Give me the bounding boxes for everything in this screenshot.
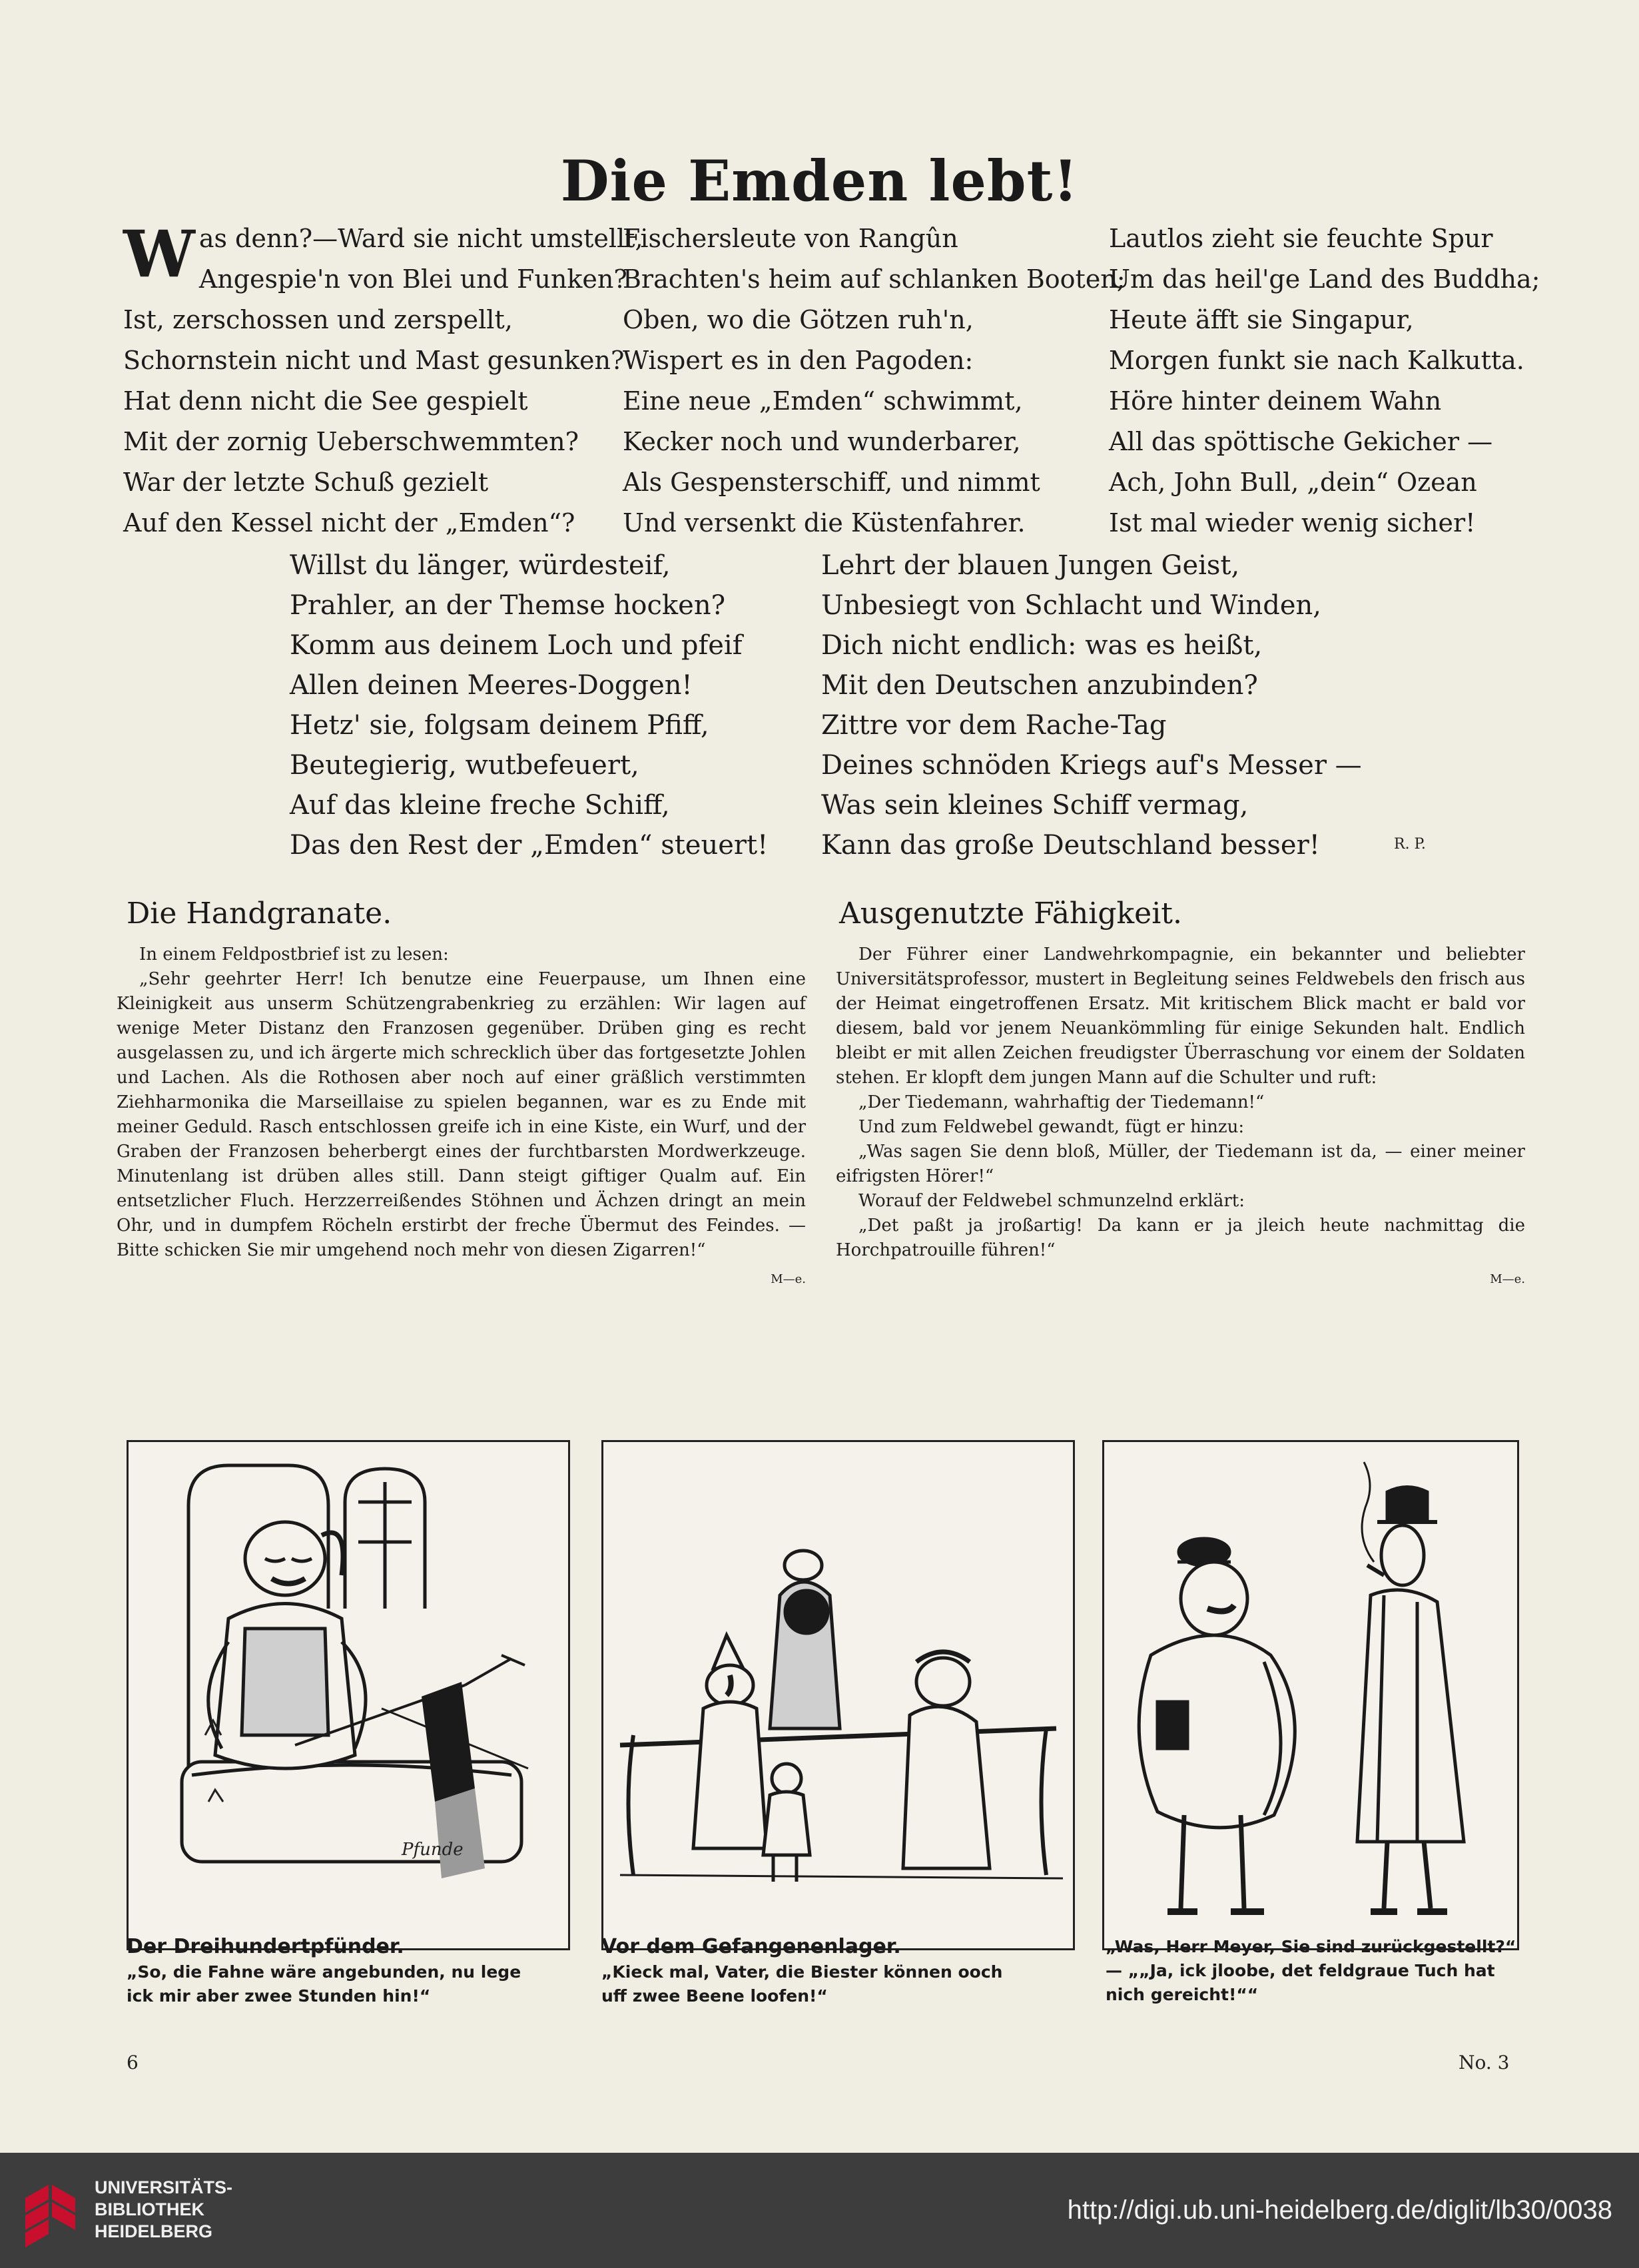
page-title: Die Emden lebt! <box>560 148 1079 214</box>
poem-line: War der letzte Schuß gezielt <box>123 468 489 497</box>
poem-line: Und versenkt die Küstenfahrer. <box>623 508 1026 538</box>
caption-text: „Kieck mal, Vater, die Biester können ooch uff zwee Beene loofen!“ <box>601 1962 1003 2006</box>
source-url-link[interactable]: http://digi.ub.uni-heidelberg.de/diglit/lb30/0038 <box>1067 2195 1612 2225</box>
library-footer <box>0 2153 1639 2268</box>
article-paragraph: „Det paßt ja jroßartig! Da kann er ja jleich heute nachmittag die Horchpatrouille führen!“ <box>836 1216 1525 1260</box>
poem-line: Fischersleute von Rangûn <box>623 224 958 253</box>
article-paragraph: Der Führer einer Landwehrkompagnie, ein bekannter und beliebter Universitätsprofessor, mustert in Begleitung seines Feldwebels den frisch aus der Heimat eingetroffenen Ersatz. Mit kritischem Blick macht er bald vor diesem, bald vor jenem Neuankömmling für einige Sekunden halt. Endlich bleibt er mit allen Zeichen freudigster Überraschung vor einem der Soldaten stehen. Er klopft dem jungen Mann auf die Schulter und ruft: <box>836 945 1525 1088</box>
poem-column-5 <box>821 546 1362 865</box>
poem-line: Mit der zornig Ueberschwemmten? <box>123 427 579 456</box>
cartoon-caption-3 <box>1106 1935 1518 2007</box>
poem-line: Brachten's heim auf schlanken Booten; <box>623 264 1126 294</box>
caption-title: Der Dreihundertpfünder. <box>127 1935 404 1958</box>
cartoon-prison-camp-illustration <box>603 1442 1073 1948</box>
article-body <box>836 943 1525 1292</box>
poem-line: Ach, John Bull, „dein“ Ozean <box>1109 468 1477 497</box>
poem-column-4 <box>290 546 768 865</box>
poem-line: Ist, zerschossen und zerspellt, <box>123 305 513 334</box>
poem-line: Ist mal wieder wenig sicher! <box>1109 508 1476 538</box>
cartoon-panel-1 <box>127 1440 570 1950</box>
cartoon-panel-2 <box>601 1440 1075 1950</box>
cartoon-fat-man-illustration <box>129 1442 568 1948</box>
library-name <box>95 2177 232 2243</box>
article-paragraph: Und zum Feldwebel gewandt, fügt er hinzu: <box>858 1117 1245 1137</box>
poem-line: Komm aus deinem Loch und pfeif <box>290 630 743 661</box>
cartoon-panel-3 <box>1102 1440 1519 1950</box>
poem-column-3 <box>1109 218 1540 544</box>
caption-title: Vor dem Gefangenenlager. <box>601 1935 901 1958</box>
cartoon-caption-1 <box>127 1935 539 2008</box>
poem-line: Heute äfft sie Singapur, <box>1109 305 1414 334</box>
library-name-line: BIBLIOTHEK <box>95 2199 204 2219</box>
poem-line: Hetz' sie, folgsam deinem Pfiff, <box>290 710 709 741</box>
poem-line: Höre hinter deinem Wahn <box>1109 386 1442 416</box>
poem-column-2 <box>623 218 1126 544</box>
article-paragraph: „Der Tiedemann, wahrhaftig der Tiedemann!“ <box>858 1092 1265 1112</box>
article-heading: Ausgenutzte Fähigkeit. <box>839 897 1182 931</box>
poem-line: Auf den Kessel nicht der „Emden“? <box>123 508 575 538</box>
cartoon-caption-2 <box>601 1935 1014 2008</box>
poem-line: Angespie'n von Blei und Funken? <box>198 264 627 294</box>
poem-line: Deines schnöden Kriegs auf's Messer — <box>821 750 1362 781</box>
poem-line: Morgen funkt sie nach Kalkutta. <box>1109 346 1524 375</box>
poem-line: Auf das kleine freche Schiff, <box>290 790 670 821</box>
library-name-line: HEIDELBERG <box>95 2221 213 2241</box>
poem-line: Zittre vor dem Rache-Tag <box>821 710 1167 741</box>
university-library-logo-icon <box>19 2173 85 2247</box>
poem-line: Kann das große Deutschland besser! <box>821 830 1320 861</box>
article-signature: M—e. <box>771 1272 806 1286</box>
poem-line: Um das heil'ge Land des Buddha; <box>1109 264 1540 294</box>
poem-line: Wispert es in den Pagoden: <box>623 346 974 375</box>
poem-line: Prahler, an der Themse hocken? <box>290 590 726 621</box>
poem-line: Unbesiegt von Schlacht und Winden, <box>821 590 1322 621</box>
poem-line: Oben, wo die Götzen ruh'n, <box>623 305 974 334</box>
issue-number: No. 3 <box>1459 2052 1510 2074</box>
poem-line: as denn?—Ward sie nicht umstellt, <box>198 224 643 253</box>
drop-cap: W <box>123 216 195 292</box>
cartoon-two-men-illustration <box>1104 1442 1517 1948</box>
poem-line: All das spöttische Gekicher — <box>1109 427 1493 456</box>
poem-line: Eine neue „Emden“ schwimmt, <box>623 386 1023 416</box>
library-name-line: UNIVERSITÄTS- <box>95 2177 233 2197</box>
article-paragraph: In einem Feldpostbrief ist zu lesen: <box>139 945 449 964</box>
caption-text: „So, die Fahne wäre angebunden, nu lege ick mir aber zwee Stunden hin!“ <box>127 1962 521 2006</box>
poem-line: Allen deinen Meeres-Doggen! <box>290 670 693 701</box>
poem-author: R. P. <box>1394 836 1426 853</box>
article-body <box>117 943 806 1292</box>
article-paragraph: „Was sagen Sie denn bloß, Müller, der Tiedemann ist da, — einer meiner eifrigsten Hörer!“ <box>836 1142 1525 1186</box>
article-signature: M—e. <box>1490 1272 1525 1286</box>
poem-line: Hat denn nicht die See gespielt <box>123 386 528 416</box>
caption-text: „Was, Herr Meyer, Sie sind zurückgestellt?“ — „„Ja, ick jloobe, det feldgraue Tuch hat nich gereicht!““ <box>1106 1937 1516 2004</box>
poem-line: Was sein kleines Schiff vermag, <box>821 790 1249 821</box>
poem-line: Schornstein nicht und Mast gesunken? <box>123 346 625 375</box>
article-paragraph: „Sehr geehrter Herr! Ich benutze eine Feuerpause, um Ihnen eine Kleinigkeit aus unserm Schützengrabenkrieg zu erzählen: Wir lagen auf wenige Meter Distanz den Franzosen gegenüber. Drüben ging es recht ausgelassen zu, und ich ärgerte mich schrecklich über das fortgesetzte Johlen und Lachen. Als die Rothosen aber noch auf einer gräßlich verstimmten Ziehharmonika die Marseillaise zu spielen begannen, war es zu Ende mit meiner Geduld. Rasch entschlossen greife ich in eine Kiste, ein Wurf, und der Graben der Franzosen beherbergt eines der furchtbarsten Mordwerkzeuge. Minutenlang ist drüben alles still. Dann steigt giftiger Qualm auf. Ein entsetzlicher Fluch. Herzzerreißendes Stöhnen und Ächzen dringt an mein Ohr, und in dumpfem Röcheln erstirbt der freche Übermut des Feindes. — Bitte schicken Sie mir umgehend noch mehr von diesen Zigarren!“ <box>117 969 806 1260</box>
poem-line: Als Gespensterschiff, und nimmt <box>623 468 1040 497</box>
poem-line: Beutegierig, wutbefeuert, <box>290 750 639 781</box>
page-number: 6 <box>127 2052 139 2074</box>
article-heading: Die Handgranate. <box>127 897 392 931</box>
poem-line: Lautlos zieht sie feuchte Spur <box>1109 224 1493 253</box>
cartoon-artist-signature: Pfunde <box>402 1840 464 1860</box>
poem-column-1 <box>123 216 643 544</box>
article-paragraph: Worauf der Feldwebel schmunzelnd erklärt: <box>858 1191 1245 1211</box>
poem-line: Das den Rest der „Emden“ steuert! <box>290 830 769 861</box>
poem-line: Willst du länger, würdesteif, <box>290 550 671 581</box>
poem-line: Mit den Deutschen anzubinden? <box>821 670 1258 701</box>
poem-line: Lehrt der blauen Jungen Geist, <box>821 550 1240 581</box>
poem-line: Kecker noch und wunderbarer, <box>623 427 1021 456</box>
poem-line: Dich nicht endlich: was es heißt, <box>821 630 1263 661</box>
